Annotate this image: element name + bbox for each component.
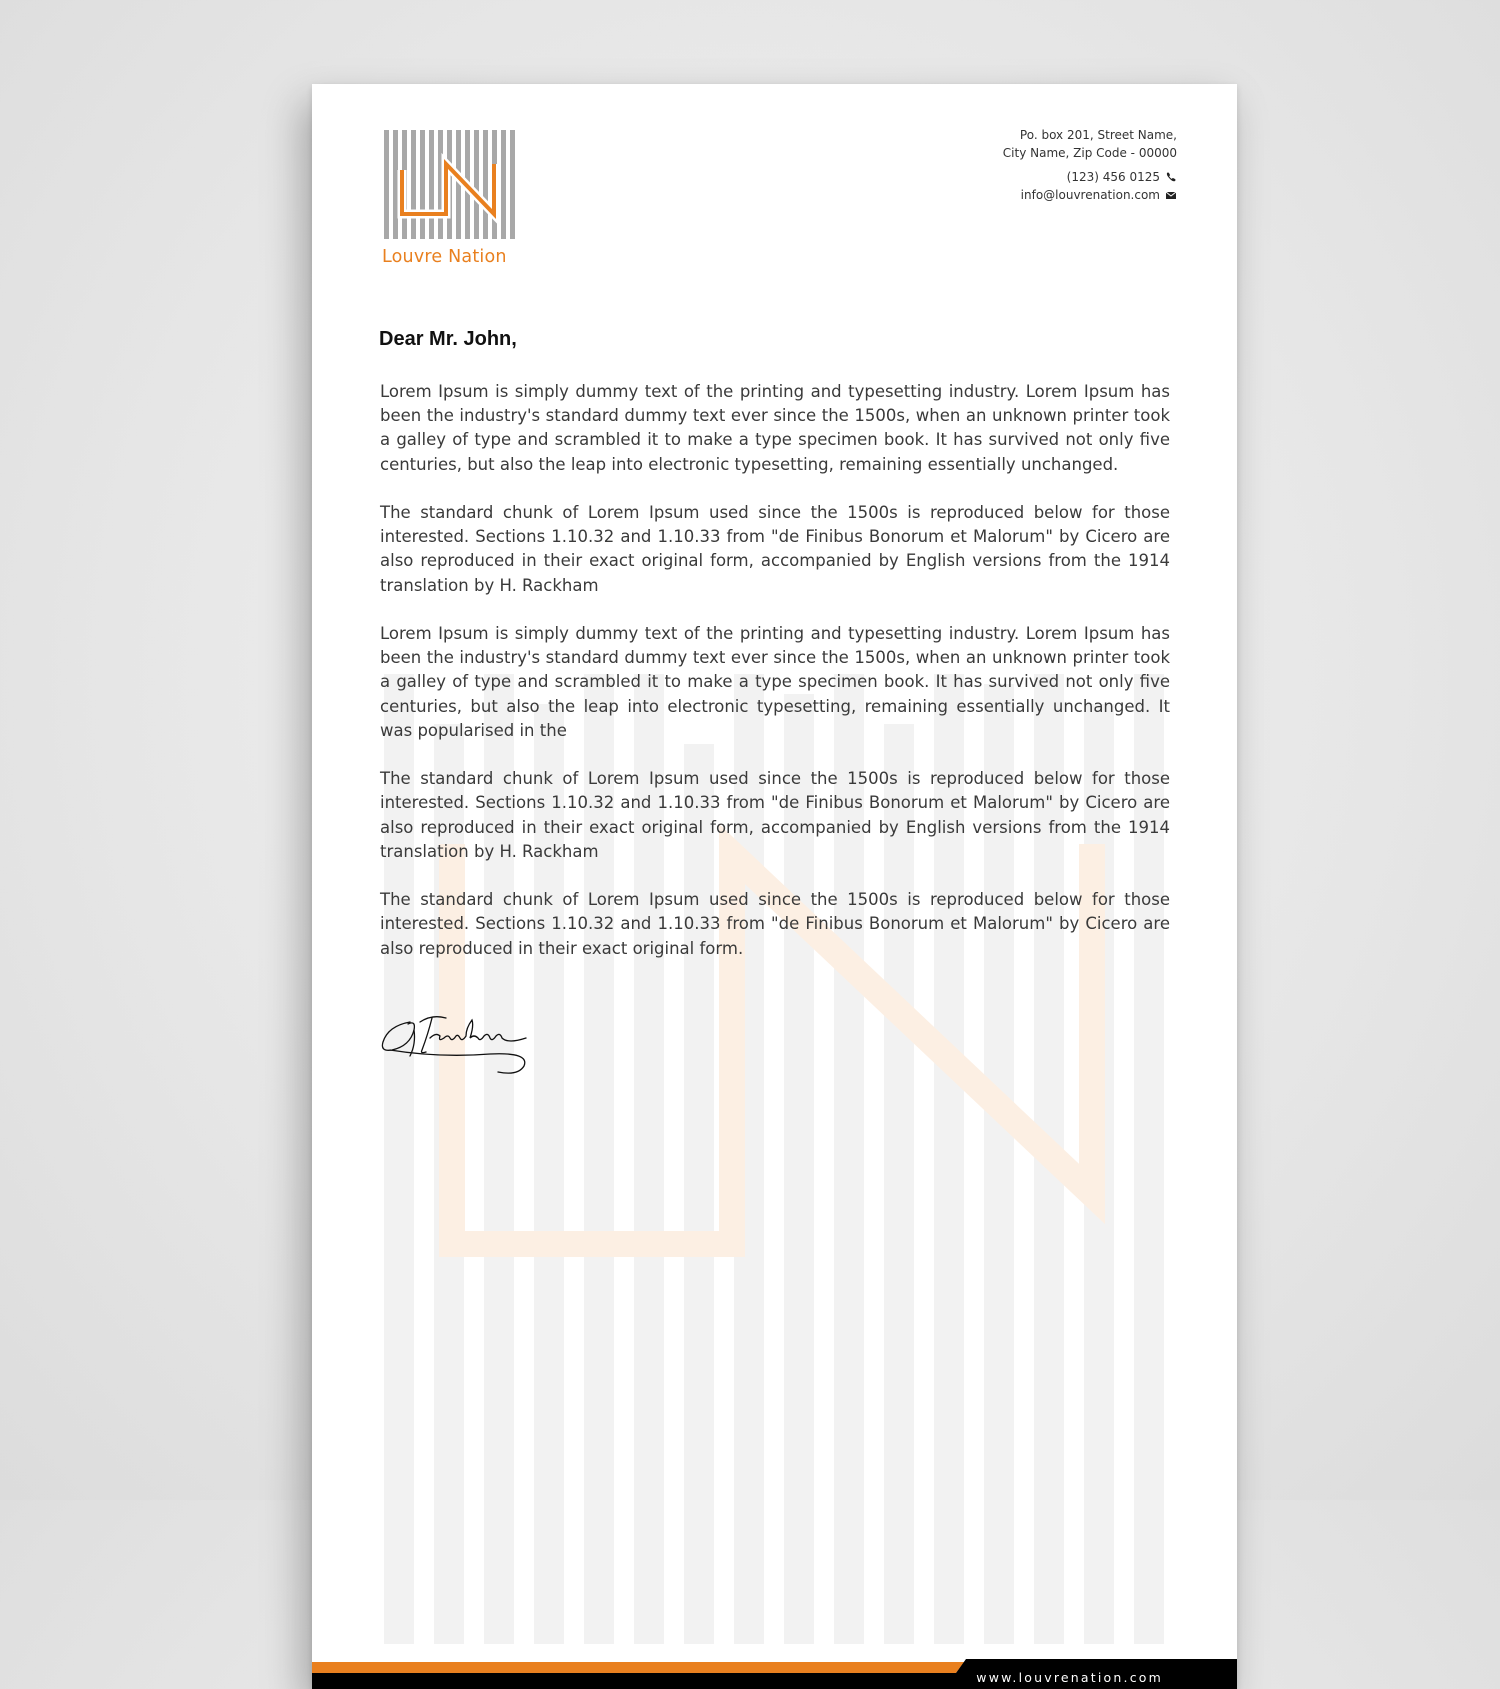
email-row xyxy=(1003,186,1177,204)
letter-body xyxy=(380,380,1170,985)
phone-row xyxy=(1003,168,1177,186)
address-line-1: Po. box 201, Street Name, xyxy=(1019,128,1177,142)
body-paragraph: Lorem Ipsum is simply dummy text of the printing and typesetting industry. Lorem Ipsum has been the industry's standard dummy text ever since the 1500s, when an unknown printer took a galley of type and scrambled it to make a type specimen book. It has survived not only five centuries, but also the leap into electronic typesetting, remaining essentially unchanged. xyxy=(380,382,1170,474)
body-paragraph: The standard chunk of Lorem Ipsum used since the 1500s is reproduced below for those interested. Sections 1.10.32 and 1.10.33 from "de Finibus Bonorum et Malorum" by Cicero are also reproduced in their exact original form, accompanied by English versions from the 1914 translation by H. Rackham xyxy=(380,503,1170,595)
phone-number: (123) 456 0125 xyxy=(1066,170,1160,184)
letter-greeting: Dear Mr. John, xyxy=(379,328,517,350)
company-logo xyxy=(382,128,524,267)
address-line-2: City Name, Zip Code - 00000 xyxy=(1002,146,1177,160)
body-paragraph: The standard chunk of Lorem Ipsum used since the 1500s is reproduced below for those interested. Sections 1.10.32 and 1.10.33 from "de Finibus Bonorum et Malorum" by Cicero are also reproduced in their exact original form, accompanied by English versions from the 1914 translation by H. Rackham xyxy=(380,769,1170,861)
body-paragraph: Lorem Ipsum is simply dummy text of the printing and typesetting industry. Lorem Ipsum has been the industry's standard dummy text ever since the 1500s, when an unknown printer took a galley of type and scrambled it to make a type specimen book. It has survived not only five centuries, but also the leap into electronic typesetting, remaining essentially unchanged. It was popularised in the xyxy=(380,624,1170,740)
logo-mark xyxy=(382,128,524,241)
body-paragraph: The standard chunk of Lorem Ipsum used since the 1500s is reproduced below for those interested. Sections 1.10.32 and 1.10.33 from "de Finibus Bonorum et Malorum" by Cicero are also reproduced in their exact original form. xyxy=(380,890,1170,958)
company-name: Louvre Nation xyxy=(382,247,507,267)
handwritten-signature xyxy=(380,1004,540,1084)
footer-bar xyxy=(312,1659,1237,1689)
phone-icon xyxy=(1165,171,1177,183)
letterhead-page xyxy=(312,84,1237,1689)
envelope-icon xyxy=(1165,189,1177,201)
contact-block xyxy=(1003,126,1177,204)
footer-website[interactable]: www.louvrenation.com xyxy=(976,1670,1163,1685)
email-address: info@louvrenation.com xyxy=(1020,188,1160,202)
